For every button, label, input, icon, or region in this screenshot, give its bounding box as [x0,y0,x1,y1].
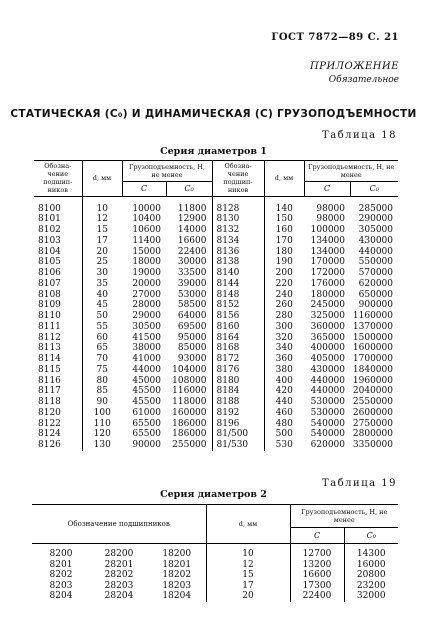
designation-cell-2: 28202 [104,570,134,580]
left-d-cell: 15 [82,225,122,236]
capacity-header-right: Грузоподъемность, Н, не менее [304,161,398,182]
d-header: d, мм [82,161,122,197]
left-c-cell: 10000 [132,203,161,214]
left-c-cell: 61000 [132,407,161,418]
right-c0-cell: 290000 [358,214,393,225]
right-c0-cell: 1370000 [352,321,393,332]
table-row [34,311,398,322]
c0-cell: 32000 [344,591,398,602]
left-c0-cell: 16600 [177,235,207,246]
c-cell: 22400 [290,591,344,602]
right-d-cell: 360 [264,354,304,365]
appendix-subtitle: Обязательное [328,75,399,85]
table-18-caption: Таблица 18 [322,130,397,141]
left-designation-cell: 8117 [38,386,61,397]
right-c-cell: 530000 [310,407,345,418]
page-header: ГОСТ 7872—89 С. 21 [271,32,399,43]
designation-cell-1: 8203 [49,580,73,591]
d-cell: 10 [206,544,290,560]
right-designation-cell: 8140 [212,268,264,279]
table-row [34,354,398,365]
left-designation-cell: 8105 [38,257,61,268]
right-designation-cell: 8160 [212,322,264,333]
left-d-cell: 25 [82,257,122,268]
c0-cell: 14300 [344,544,398,560]
right-c-cell: 170000 [310,257,345,268]
table-row [34,236,398,247]
right-c0-cell: 570000 [358,268,393,278]
left-c0-cell: 255000 [172,440,207,450]
right-designation-cell: 81/500 [212,429,264,440]
right-d-cell: 420 [264,386,304,397]
capacity-header: Грузоподъемность, Н, не менее [122,161,212,182]
table-row [34,290,398,301]
left-c-cell: 65500 [132,418,161,429]
right-c0-cell: 1600000 [352,343,393,354]
right-c-cell: 540000 [310,429,345,440]
left-designation-cell: 8104 [38,246,61,257]
designation-cell-2: 28200 [104,549,134,559]
designation-header-right: Обозна- чение подшип- ников [212,161,264,197]
left-designation-cell: 8103 [38,235,61,246]
table-row [34,279,398,290]
right-c-cell: 325000 [310,311,345,321]
right-c0-cell: 2750000 [352,418,393,429]
right-c0-cell: 3350000 [352,440,393,450]
left-c0-cell: 186000 [172,429,207,440]
left-c-cell: 45500 [132,397,161,407]
right-designation-cell: 81/530 [212,440,264,451]
left-d-cell: 20 [82,247,122,258]
left-c0-cell: 108000 [172,375,207,386]
left-c0-cell: 64000 [177,311,207,321]
left-c0-cell: 39000 [177,278,207,289]
designation-cell-1: 8200 [49,549,73,559]
right-designation-cell: 8168 [212,343,264,354]
left-c-cell: 19000 [132,268,161,278]
right-c-cell: 365000 [310,332,345,343]
left-c0-cell: 58500 [177,300,207,311]
right-d-cell: 140 [264,196,304,214]
left-d-cell: 85 [82,386,122,397]
left-c0-cell: 104000 [172,364,207,375]
right-d-cell: 190 [264,257,304,268]
c0-header-right: C₀ [350,182,398,196]
table-19-series: Серия диаметров 2 [160,489,267,500]
left-d-cell: 80 [82,376,122,387]
right-c0-cell: 2040000 [352,386,393,397]
table-row [34,322,398,333]
table-row [32,570,398,581]
right-c0-cell: 1700000 [352,354,393,364]
right-c0-cell: 1960000 [352,375,393,386]
left-c-cell: 41500 [132,332,161,343]
right-d-cell: 200 [264,268,304,279]
right-d-cell: 400 [264,376,304,387]
right-c0-cell: 2600000 [352,407,393,418]
left-c0-cell: 53000 [177,289,207,300]
table-18 [34,160,398,451]
left-designation-cell: 8107 [38,278,61,289]
right-c0-cell: 620000 [358,278,393,289]
left-designation-cell: 8102 [38,225,61,235]
right-designation-cell: 8164 [212,333,264,344]
right-c-cell: 98000 [316,203,345,214]
table-row [34,343,398,354]
table-row [32,591,398,602]
left-designation-cell: 8124 [38,429,61,440]
left-designation-cell: 8100 [38,203,61,214]
right-d-cell: 180 [264,247,304,258]
left-designation-cell: 8111 [38,321,61,332]
right-d-cell: 150 [264,214,304,225]
right-c0-cell: 1500000 [352,332,393,343]
designation-cell-1: 8202 [49,570,73,580]
right-c0-cell: 1160000 [352,311,393,321]
left-designation-cell: 8101 [38,214,61,225]
right-c-cell: 620000 [310,440,345,450]
designation-cell-3: 18202 [162,570,192,580]
left-c-cell: 15000 [132,246,161,257]
right-c-cell: 245000 [310,300,345,311]
table-row [34,214,398,225]
left-c-cell: 44000 [132,364,161,375]
right-c0-cell: 2800000 [352,429,393,440]
right-designation-cell: 8156 [212,311,264,322]
left-designation-cell: 8113 [38,343,61,354]
right-d-cell: 300 [264,322,304,333]
left-c0-cell: 30000 [177,257,207,268]
left-c0-cell: 22400 [177,246,207,257]
left-d-cell: 35 [82,279,122,290]
right-c-cell: 430000 [310,364,345,375]
table-row [34,397,398,408]
left-d-cell: 55 [82,322,122,333]
right-designation-cell: 8144 [212,279,264,290]
left-c-cell: 20000 [132,278,161,289]
left-c0-cell: 69500 [177,321,207,332]
left-d-cell: 50 [82,311,122,322]
right-c0-cell: 650000 [358,289,393,300]
right-c-cell: 440000 [310,386,345,397]
table-row [34,365,398,376]
right-d-cell: 380 [264,365,304,376]
table-row [34,225,398,236]
right-c0-cell: 550000 [358,257,393,268]
right-d-cell: 460 [264,408,304,419]
left-designation-cell: 8114 [38,354,61,364]
table-row [32,544,398,560]
designation-cell-1: 8201 [49,559,73,570]
right-c-cell: 134000 [310,235,345,246]
c-header: C [122,182,166,196]
table-row [34,257,398,268]
right-d-cell: 480 [264,419,304,430]
left-designation-cell: 8126 [38,440,61,450]
left-c-cell: 41000 [132,354,161,364]
left-designation-cell: 8122 [38,418,61,429]
right-c0-cell: 440000 [358,246,393,257]
d-cell: 12 [206,560,290,571]
c-header: C [290,528,344,544]
left-c-cell: 45000 [132,375,161,386]
left-d-cell: 12 [82,214,122,225]
right-designation-cell: 8136 [212,247,264,258]
table-row [34,268,398,279]
table-row [34,419,398,430]
designation-cell-3: 18203 [162,580,192,591]
d-header-right: d, мм [264,161,304,197]
capacity-header: Грузоподъемность, Н, не менее [290,505,398,528]
right-c-cell: 405000 [310,354,345,364]
right-d-cell: 440 [264,397,304,408]
right-d-cell: 170 [264,236,304,247]
table-row [34,440,398,451]
right-c0-cell: 900000 [358,300,393,311]
left-d-cell: 110 [82,419,122,430]
left-d-cell: 130 [82,440,122,451]
designation-header: Обозна- чение подшип- ников [34,161,82,197]
left-designation-cell: 8109 [38,300,61,311]
c0-header: C₀ [344,528,398,544]
right-d-cell: 240 [264,290,304,301]
left-d-cell: 100 [82,408,122,419]
left-c-cell: 38000 [132,343,161,354]
table-row [32,560,398,571]
designation-cell-1: 8204 [49,591,73,601]
right-designation-cell: 8138 [212,257,264,268]
right-c0-cell: 305000 [358,225,393,235]
right-c-cell: 172000 [310,268,345,278]
c-cell: 17300 [290,581,344,592]
left-designation-cell: 8112 [38,332,61,343]
appendix-title: ПРИЛОЖЕНИЕ [310,61,399,72]
left-c-cell: 10400 [132,214,161,225]
c-cell: 16600 [290,570,344,581]
right-designation-cell: 8176 [212,365,264,376]
right-designation-cell: 8184 [212,386,264,397]
left-c0-cell: 116000 [172,386,207,397]
left-c0-cell: 186000 [172,418,207,429]
d-header: d, мм [206,505,290,544]
table-18-series: Серия диаметров 1 [160,146,267,157]
right-c0-cell: 430000 [358,235,393,246]
d-cell: 20 [206,591,290,602]
right-d-cell: 160 [264,225,304,236]
designation-cell-3: 18204 [162,591,192,601]
right-designation-cell: 8172 [212,354,264,365]
left-d-cell: 65 [82,343,122,354]
right-c-cell: 176000 [310,278,345,289]
left-c-cell: 29000 [132,311,161,321]
left-d-cell: 60 [82,333,122,344]
designation-cell-2: 28204 [104,591,134,601]
table-row [34,376,398,387]
left-c0-cell: 118000 [172,397,207,407]
left-c-cell: 30500 [132,321,161,332]
section-title: СТАТИЧЕСКАЯ (C₀) И ДИНАМИЧЕСКАЯ (C) ГРУЗОПОДЪЕМНОСТИ [10,108,417,120]
right-d-cell: 530 [264,440,304,451]
right-c-cell: 100000 [310,225,345,235]
left-c0-cell: 160000 [172,407,207,418]
right-designation-cell: 8134 [212,236,264,247]
table-row [32,581,398,592]
left-c-cell: 11400 [132,235,161,246]
table-row [34,247,398,258]
d-cell: 17 [206,581,290,592]
designation-cell-2: 28203 [104,580,134,591]
left-c0-cell: 93000 [177,354,207,364]
left-c0-cell: 11800 [177,203,207,214]
left-c-cell: 27000 [132,289,161,300]
designation-cell-2: 28201 [104,559,134,570]
left-c-cell: 90000 [132,440,161,450]
table-row [34,408,398,419]
right-designation-cell: 8148 [212,290,264,301]
left-designation-cell: 8108 [38,289,61,300]
right-d-cell: 260 [264,300,304,311]
left-designation-cell: 8120 [38,407,61,418]
left-c-cell: 45500 [132,386,161,397]
designation-cell-3: 18200 [162,549,192,559]
right-designation-cell: 8132 [212,225,264,236]
left-d-cell: 45 [82,300,122,311]
designation-header: Обозначение подшипников [32,505,206,544]
table-row [34,333,398,344]
table-row [34,429,398,440]
c0-cell: 23200 [344,581,398,592]
right-designation-cell: 8152 [212,300,264,311]
right-c0-cell: 285000 [358,203,393,214]
c0-cell: 20800 [344,570,398,581]
right-c-cell: 134000 [310,246,345,257]
left-designation-cell: 8110 [38,311,61,321]
right-designation-cell: 8180 [212,376,264,387]
table-19-caption: Таблица 19 [322,478,397,489]
right-d-cell: 340 [264,343,304,354]
left-d-cell: 75 [82,365,122,376]
table-row [34,196,398,214]
right-d-cell: 500 [264,429,304,440]
left-d-cell: 10 [82,196,122,214]
left-c-cell: 10600 [132,225,161,235]
right-c-cell: 360000 [310,321,345,332]
c-cell: 13200 [290,560,344,571]
left-c0-cell: 14000 [177,225,207,235]
right-designation-cell: 8196 [212,419,264,430]
left-designation-cell: 8106 [38,268,61,278]
left-c0-cell: 85000 [177,343,207,354]
right-d-cell: 320 [264,333,304,344]
left-c0-cell: 12900 [177,214,207,225]
right-d-cell: 280 [264,311,304,322]
right-designation-cell: 8128 [212,196,264,214]
left-d-cell: 17 [82,236,122,247]
left-c0-cell: 95000 [177,332,207,343]
left-designation-cell: 8115 [38,364,61,375]
left-c-cell: 28000 [132,300,161,311]
left-d-cell: 70 [82,354,122,365]
right-c-cell: 530000 [310,397,345,407]
right-designation-cell: 8130 [212,214,264,225]
right-designation-cell: 8192 [212,408,264,419]
right-c0-cell: 2550000 [352,397,393,407]
left-c-cell: 65500 [132,429,161,440]
left-c-cell: 18000 [132,257,161,268]
left-designation-cell: 8118 [38,397,61,407]
right-c-cell: 98000 [316,214,345,225]
table-row [34,386,398,397]
c0-cell: 16000 [344,560,398,571]
left-c0-cell: 33500 [177,268,207,278]
left-d-cell: 90 [82,397,122,408]
c0-header: C₀ [166,182,212,196]
table-19 [32,504,398,602]
c-header-right: C [304,182,350,196]
right-designation-cell: 8188 [212,397,264,408]
right-c-cell: 180000 [310,289,345,300]
right-d-cell: 220 [264,279,304,290]
left-d-cell: 30 [82,268,122,279]
right-c-cell: 540000 [310,418,345,429]
d-cell: 15 [206,570,290,581]
c-cell: 12700 [290,544,344,560]
right-c-cell: 400000 [310,343,345,354]
left-d-cell: 40 [82,290,122,301]
table-row [34,300,398,311]
designation-cell-3: 18201 [162,559,192,570]
left-d-cell: 120 [82,429,122,440]
left-designation-cell: 8116 [38,375,61,386]
right-c0-cell: 1840000 [352,364,393,375]
right-c-cell: 440000 [310,375,345,386]
